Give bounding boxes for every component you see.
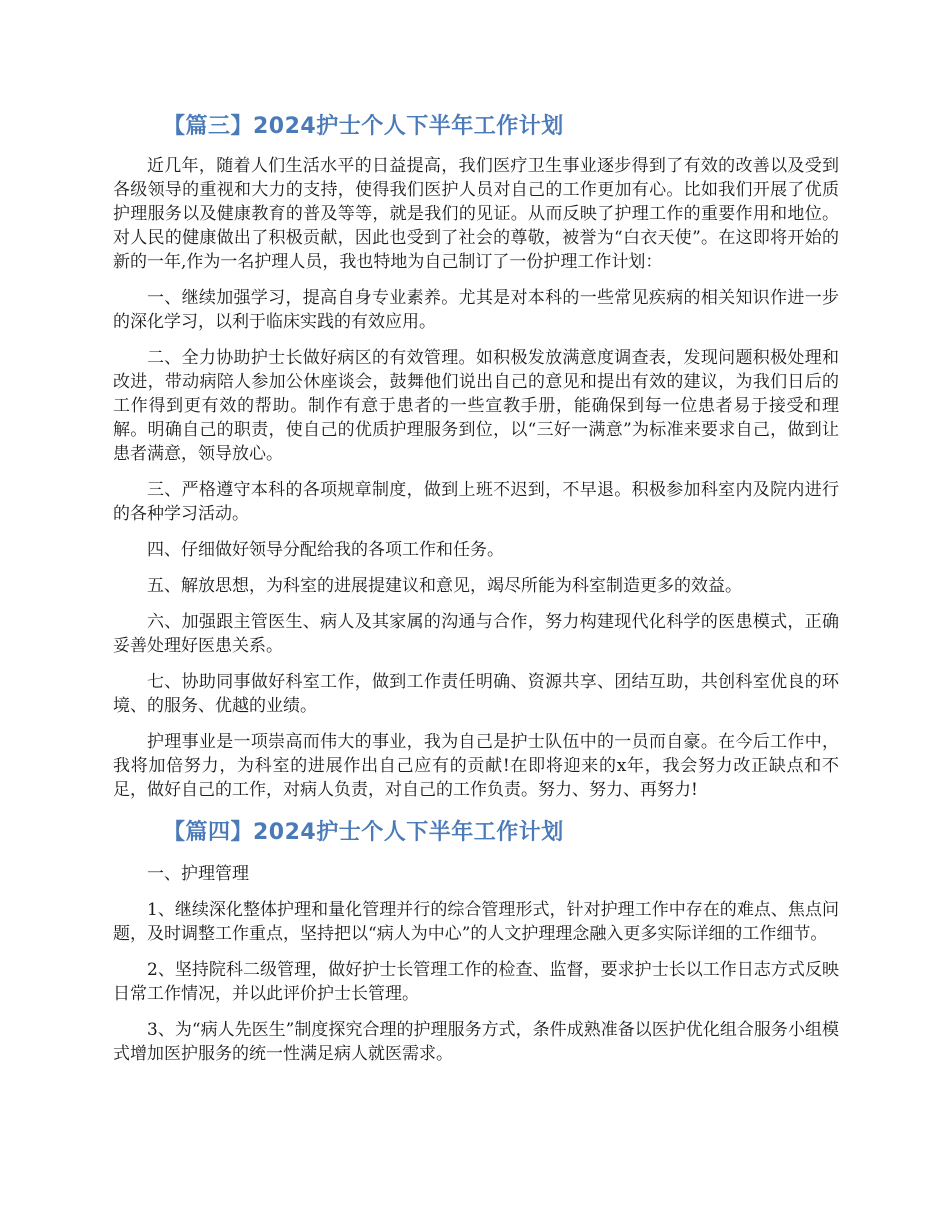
paragraph: 一、继续加强学习，提高自身专业素养。尤其是对本科的一些常见疾病的相关知识作进一步的深化学习，以利于临床实践的有效应用。 bbox=[113, 288, 839, 332]
section-part-three bbox=[113, 110, 839, 802]
paragraph: 四、仔细做好领导分配给我的各项工作和任务。 bbox=[147, 540, 504, 560]
paragraph: 五、解放思想，为科室的进展提建议和意见，竭尽所能为科室制造更多的效益。 bbox=[147, 576, 742, 596]
paragraph: 三、严格遵守本科的各项规章制度，做到上班不迟到，不早退。积极参加科室内及院内进行的各种学习活动。 bbox=[113, 480, 839, 524]
paragraph: 六、加强跟主管医生、病人及其家属的沟通与合作，努力构建现代化科学的医患模式，正确妥善处理好医患关系。 bbox=[113, 612, 839, 656]
paragraph: 一、护理管理 bbox=[147, 864, 249, 884]
paragraph: 二、全力协助护士长做好病区的有效管理。如积极发放满意度调查表，发现问题积极处理和改进，带动病陪人参加公休座谈会，鼓舞他们说出自己的意见和提出有效的建议，为我们日后的工作得到更有效的帮助。制作有意于患者的一些宣教手册，能确保到每一位患者易于接受和理解。明确自己的职责，使自己的优质护理服务到位，以“三好一满意”为标准来要求自己，做到让患者满意，领导放心。 bbox=[113, 348, 839, 464]
paragraph: 护理事业是一项崇高而伟大的事业，我为自己是护士队伍中的一员而自豪。在今后工作中，我将加倍努力，为科室的进展作出自己应有的贡献!在即将迎来的x年，我会努力改正缺点和不足，做好自己的工作，对病人负责，对自己的工作负责。努力、努力、再努力! bbox=[113, 732, 839, 800]
document-content bbox=[113, 110, 839, 1078]
paragraph: 2、坚持院科二级管理，做好护士长管理工作的检查、监督，要求护士长以工作日志方式反映日常工作情况，并以此评价护士长管理。 bbox=[113, 960, 839, 1004]
paragraph: 七、协助同事做好科室工作，做到工作责任明确、资源共享、团结互助，共创科室优良的环境、的服务、优越的业绩。 bbox=[113, 672, 839, 716]
section-title: 【篇三】2024护士个人下半年工作计划 bbox=[163, 114, 564, 139]
section-title: 【篇四】2024护士个人下半年工作计划 bbox=[163, 820, 564, 845]
paragraph: 1、继续深化整体护理和量化管理并行的综合管理形式，针对护理工作中存在的难点、焦点问题，及时调整工作重点，坚持把以“病人为中心”的人文护理理念融入更多实际详细的工作细节。 bbox=[113, 900, 839, 944]
paragraph: 3、为“病人先医生”制度探究合理的护理服务方式，条件成熟准备以医护优化组合服务小组模式增加医护服务的统一性满足病人就医需求。 bbox=[113, 1020, 839, 1064]
paragraph: 近几年，随着人们生活水平的日益提高，我们医疗卫生事业逐步得到了有效的改善以及受到各级领导的重视和大力的支持，使得我们医护人员对自己的工作更加有心。比如我们开展了优质护理服务以及健康教育的普及等等，就是我们的见证。从而反映了护理工作的重要作用和地位。对人民的健康做出了积极贡献，因此也受到了社会的尊敬，被誉为“白衣天使”。在这即将开始的新的一年,作为一名护理人员，我也特地为自己制订了一份护理工作计划： bbox=[113, 156, 839, 272]
section-part-four bbox=[113, 816, 839, 1066]
